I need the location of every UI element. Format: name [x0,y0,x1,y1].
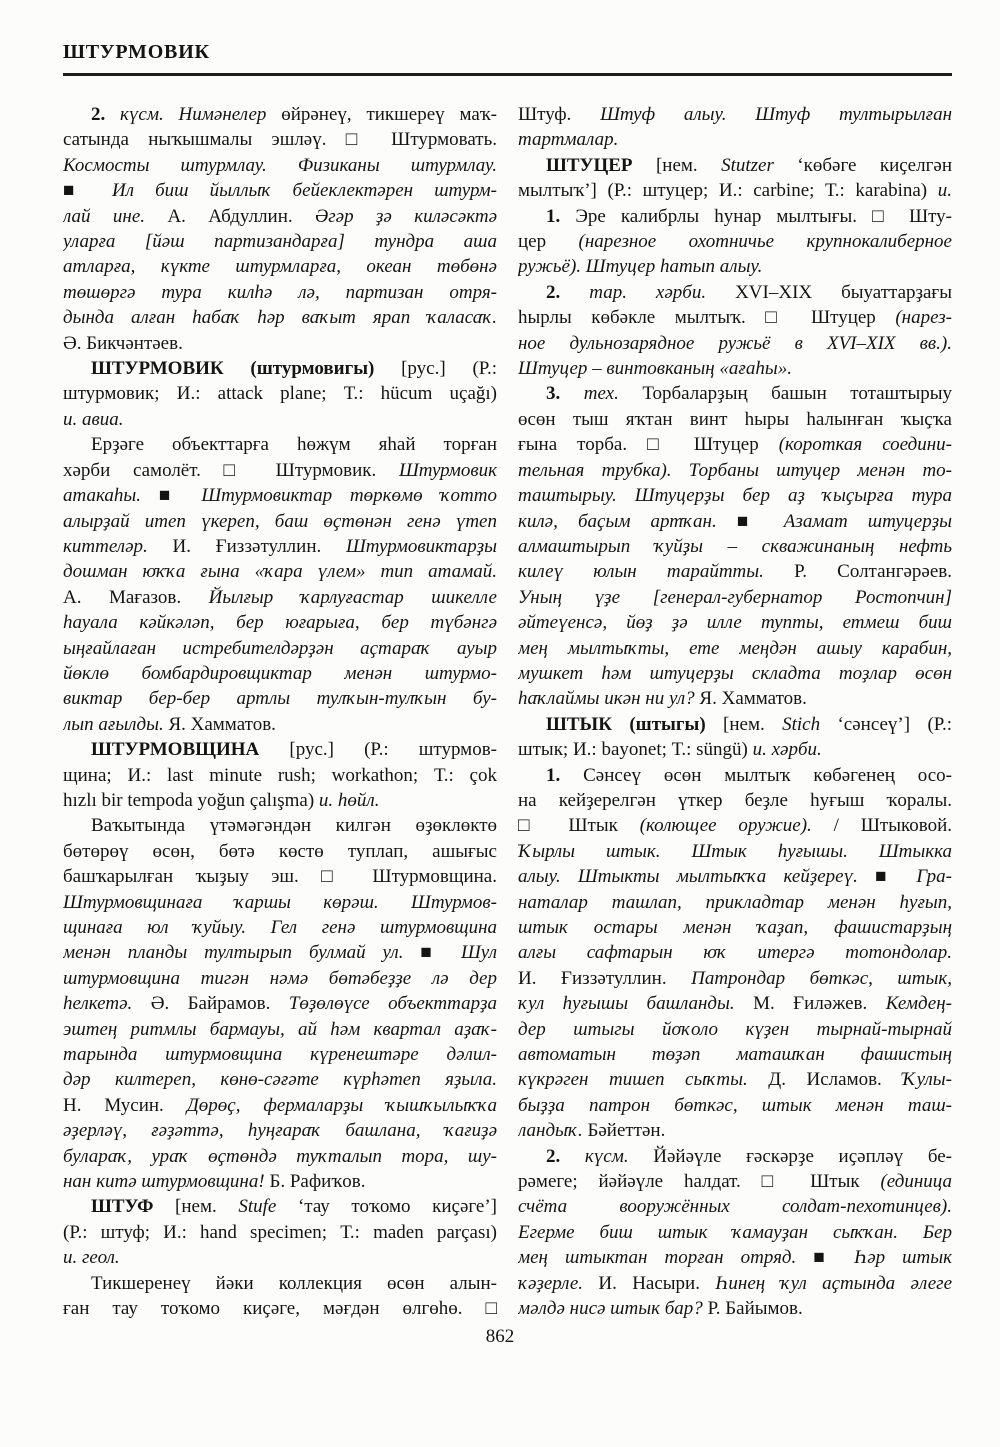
text-segment: мылтыҡ’] (Р.: штуцер; И.: carbine; Т.: karabina) [518,180,938,202]
text-segment: быҙҙа патрон бөткәс, штык менән таш- [518,1094,952,1116]
left-column [63,102,497,1330]
text-line [63,331,497,356]
text-segment: ‘сәнсеү’] (Р.: [837,713,952,735]
text-segment: ружьё). Штуцер һатып алыу. [518,256,763,278]
text-line [63,686,497,711]
text-line [63,509,497,534]
text-line [518,178,952,203]
text-segment: килә, баҫым артҡан. [518,510,737,532]
text-segment: тарында штурмовщина күренештәре дәлил- [63,1044,497,1066]
text-line [518,102,952,127]
text-segment: алғы сафтарын юҡ итергә тотондолар. [518,942,952,964]
text-segment: әйтеүенсә, йөҙ ҙә илле тупты, етмеш биш [518,612,952,634]
text-segment: ■ [736,510,784,532]
dictionary-paragraph [518,381,952,711]
text-segment: дында алған һабаҡ һәр ваҡыт ярап ҡаласаҡ. [63,307,497,329]
text-segment: Р. Солтангәрәев. [794,561,952,583]
text-segment: башҡарылған ҡыҙыу эш. □ Штурмовщина. [63,866,497,888]
text-segment: килеү юлын тарайтты. [518,561,795,583]
text-segment: ған тау тоҡомо киҫәге, мәғдән өлгөһө. □ [63,1298,497,1320]
text-segment: ШТЫК (штыгы) [546,713,724,735]
text-line [518,737,952,762]
text-line [518,305,952,330]
header-rule [63,73,952,76]
text-segment: М. Ғиләжев. [753,993,886,1015]
text-segment: Эре калибрлы һунар мылтығы. □ Шту- [575,205,952,227]
text-line [63,102,497,127]
text-line [518,534,952,559]
text-segment: Азамат штуцерҙы [783,510,952,532]
text-segment: Б. Рафиҡов. [269,1171,366,1193]
text-segment: Патрондар бөткәс, штык, [691,967,952,989]
text-line [63,1118,497,1143]
text-segment: и. авиа. [63,408,124,430]
text-line [63,839,497,864]
text-segment: А. Абдуллин. [167,205,316,227]
text-line [63,915,497,940]
text-segment: Ил биш йыллыҡ бейеклектәрен штурм- [111,180,497,202]
text-segment: Шул [460,942,497,964]
text-segment: Ҡырлы штык. Штык һуғышы. Штыкка [518,840,952,862]
text-segment: 2. [91,104,121,125]
text-line [63,636,497,661]
text-line [63,280,497,305]
text-segment: мәлдә нисә штык бар? [518,1298,708,1320]
text-segment: Тикшеренеү йәки коллекция өсөн алын- [91,1272,497,1294]
text-segment: [нем. [175,1196,239,1218]
text-line [63,940,497,965]
text-segment: Р. Байымов. [707,1298,803,1320]
text-segment: нан китә штурмовщина! [63,1171,270,1193]
text-segment: и. хәрби. [752,739,822,761]
text-segment: (короткая соедини- [778,434,952,456]
text-segment: лып ағылды. [63,713,169,735]
text-columns [63,102,952,1330]
text-line [518,559,952,584]
text-segment: өйрәнеү, тикшереү маҡ- [281,104,497,125]
text-line [63,1220,497,1245]
text-segment: цер [518,231,579,253]
text-segment: и. [937,180,952,202]
text-line [518,1271,952,1296]
text-segment: ШТУРМОВИК (штурмовигы) [91,358,402,380]
text-line [63,204,497,229]
text-line [63,890,497,915]
text-segment: И. Насыри. [598,1272,716,1294]
text-segment: мушкет һәм штуцерҙы складта тоҙлар өсөн [518,662,952,684]
text-segment: виктар бер-бер артлы тулҡын-тулҡын бу- [63,688,497,710]
text-segment: штык остары менән ҡаҙап, фашистарҙың [518,917,952,938]
text-segment: (Р.: штуф; И.: hand specimen; Т.: maden parçası) [63,1221,497,1243]
text-segment: [нем. [655,154,722,176]
text-segment: XVI–XIX быуаттарҙағы [735,281,952,303]
text-line [63,356,497,381]
text-segment: лай ине. [63,205,168,227]
text-line [63,1245,497,1270]
text-segment: Уның үҙе [генерал-губернатор Ростопчин] [518,586,952,608]
text-line [63,1067,497,1092]
text-segment: hızlı bir tempoda yoğun çalışma) [63,789,319,811]
dictionary-paragraph [518,153,952,204]
text-segment: Я. Хамматов. [168,713,276,735]
text-line [63,559,497,584]
text-segment: ■ [420,942,461,964]
text-segment: счёта вооружённых солдат-пехотинцев). [518,1196,952,1218]
text-segment: мең мылтыҡты, ете меңдән ашыу карабин, [518,637,952,659]
text-segment: тартмалар. [518,129,619,151]
text-line [518,1194,952,1219]
text-segment: ғына торба. □ Штуцер [518,434,779,456]
text-segment: Stich [782,713,838,735]
text-line [63,712,497,737]
text-segment: атларға, күкте штурмларға, океан төбөнә [63,256,497,278]
dictionary-paragraph [63,1271,497,1322]
text-segment: щинаға юл ҡуйыу. Гел генә штурмовщина [63,917,497,938]
text-segment: Йәйәүле ғәскәрҙе иҫәпләү бе- [653,1145,952,1167]
text-segment: Штуцер – винтовканың «ағаһы». [518,358,792,380]
text-segment: ШТУРМОВЩИНА [91,739,290,761]
text-line [518,1118,952,1143]
text-segment: 2. [546,1145,585,1167]
text-segment: Stufe [238,1196,298,1218]
text-segment: тех. [583,383,643,405]
text-segment: ‘көбәге киҫелгән [797,154,952,176]
text-line [63,432,497,457]
text-segment: Штурмовщинаға ҡаршы көрәш. Штурмов- [63,891,497,913]
text-segment: алырҙай итеп үкереп, баш өҫтөнән генә үтеп [63,510,497,532]
text-line [63,788,497,813]
text-line [518,940,952,965]
text-line [518,839,952,864]
text-line [518,356,952,381]
text-segment: ■ [813,1247,855,1269]
dictionary-paragraph [63,813,497,1194]
text-segment: дәр килтереп, көнө-сәғәте күрһәтеп яҙыла. [63,1069,497,1091]
text-line [518,432,952,457]
dictionary-paragraph [518,1144,952,1322]
text-line [63,1144,497,1169]
text-segment: дер штыгы йоҡоло күҙен тырнай-тырнай [518,1018,952,1040]
text-segment: таштырыу. Штуцерҙы бер аҙ ҡыҫырға тура [518,485,952,507]
text-segment: И. Ғиззәтуллин. [518,967,692,989]
text-segment: ШТУФ [91,1196,176,1218]
text-line [63,178,497,203]
text-segment: 1. [546,205,576,227]
text-line [518,483,952,508]
text-line [63,1194,497,1219]
dictionary-paragraph [518,280,952,382]
text-segment: [рус.] (Р.: штурмов- [289,739,497,761]
text-line [518,1067,952,1092]
text-segment: һелкетә. [63,993,151,1015]
text-segment: өсөн тыш яҡтан винт һыры һалынған ҡыҫҡа [518,408,952,430]
text-segment: Ваҡытында үтәмәгәндән килгән өҙөклөктө [91,815,497,837]
text-segment: □ Штык [518,815,640,837]
text-line [63,813,497,838]
text-line [63,763,497,788]
text-line [63,1296,497,1321]
text-line [518,636,952,661]
text-segment: һырлы көбәкле мылтыҡ. □ Штуцер [518,307,896,329]
text-segment: ■ [875,866,917,888]
text-segment: күсм. Нимәнелер [120,104,282,125]
text-line [518,966,952,991]
text-segment: һаҡлаймы икән ни ул? [518,688,700,710]
text-segment: Йылғыр ҡарлуғастар шикелле [208,586,497,608]
text-segment: сатында ныҡышмалы эшләү. □ Штурмовать. [63,129,497,151]
text-line [518,1245,952,1270]
text-segment: ыңғайлаған истребителдәрҙән аҫтараҡ ауыр [63,637,497,659]
text-line [518,890,952,915]
text-segment: и. геол. [63,1247,120,1269]
text-line [518,686,952,711]
text-segment: [рус.] (Р.: [401,358,497,380]
text-segment: Я. Хамматов. [699,688,807,710]
text-segment: щина; И.: last minute rush; workathon; Т.: çok [63,764,497,786]
text-line [518,1042,952,1067]
text-segment: штурмовщина тигән нәмә бөтәбеҙҙе лә дер [63,967,497,989]
text-segment: Төҙөлөүсе объекттарҙа [288,993,497,1015]
text-line [518,407,952,432]
text-line [63,864,497,889]
text-segment: Ерҙәге объекттарға һөжүм яһай торған [91,434,497,456]
text-line [518,813,952,838]
text-segment: һауала кәйкәләп, бер юғарыға, бер түбәнгә [63,612,497,634]
text-line [518,585,952,610]
text-segment: Ә. Байрамов. [150,993,289,1015]
text-segment: Ҡулы- [902,1069,952,1091]
text-line [518,1017,952,1042]
text-segment: штурмовик; И.: attack plane; Т.: hücum uçağı) [63,383,497,405]
text-line [518,712,952,737]
text-line [63,381,497,406]
text-segment: ШТУЦЕР [546,154,656,176]
text-segment: Д. Исламов. [768,1069,903,1091]
text-line [518,458,952,483]
text-line [63,1271,497,1296]
text-segment: Егерме биш штык ҡамауҙан сыҡҡан. Бер [518,1221,952,1243]
text-line [518,127,952,152]
text-segment: бөтөрөү өсөн, бөтә көстө туплап, ашығыс [63,840,497,862]
text-line [518,1220,952,1245]
text-segment: Һәр штык [854,1247,952,1269]
text-segment: А. Мағазов. [63,586,209,608]
text-segment: күсм. [584,1145,654,1167]
text-line [63,458,497,483]
text-line [518,610,952,635]
text-segment: Штурмовиктар төркөмө ҡотто [201,485,497,507]
text-segment: Бәйеттән. [587,1120,666,1142]
text-segment: хәрби самолёт. □ Штурмовик. [63,459,399,481]
text-line [63,254,497,279]
text-segment: Штуф алыу. Штуф тултырылған [600,104,952,125]
text-line [63,407,497,432]
right-column [518,102,952,1330]
text-segment: на кейҙерелгән үткер беҙле һуғыш ҡоралы. [518,789,952,811]
text-segment: 1. [546,764,584,786]
text-line [518,254,952,279]
text-line [63,229,497,254]
dictionary-paragraph [518,102,952,153]
text-line [63,1042,497,1067]
text-segment: төшөргә тура килһә лә, партизан отря- [63,281,497,303]
page-content [63,41,952,1330]
text-line [63,534,497,559]
text-segment: штык; И.: bayonet; Т.: süngü) [518,739,753,761]
text-line [518,763,952,788]
text-line [518,229,952,254]
text-line [63,966,497,991]
text-line [518,864,952,889]
text-line [63,483,497,508]
text-line [63,1017,497,1042]
text-line [63,991,497,1016]
text-segment: алыу. Штыкты мылтыҡҡа кейҙереү. [518,866,876,888]
text-segment: (колющее оружие). [639,815,834,837]
text-line [518,381,952,406]
dictionary-paragraph [63,1194,497,1270]
text-segment: ное дульнозарядное ружьё в XVI–XIX вв.). [518,332,952,354]
text-line [63,737,497,762]
text-segment: йөклө бомбардировщиктар менән штурмо- [63,662,497,684]
text-line [518,1144,952,1169]
text-line [63,305,497,330]
text-line [518,153,952,178]
text-segment: дошман юҡҡа ғына «ҡара үлем» тип атамай. [63,561,497,583]
text-segment: Әгәр ҙә киләсәктә [315,205,497,227]
text-line [518,204,952,229]
dictionary-paragraph [63,102,497,356]
text-segment: булараҡ, ураҡ өҫтөндә туҡталып тора, шу- [63,1145,497,1167]
text-segment: ҡул һуғышы башланды. [518,993,754,1015]
text-line [63,585,497,610]
text-segment: Һинең ҡул аҫтында әлеге [715,1272,952,1294]
running-head: ШТУРМОВИК [63,41,210,63]
dictionary-paragraph [518,763,952,1144]
text-segment: ■ [63,180,112,202]
text-segment: мең штыктан торған отряд. [518,1247,814,1269]
text-segment: / Штыковой. [833,815,952,837]
text-segment: күкрәген тишеп сыҡты. [518,1069,769,1091]
text-segment: тар. хәрби. [589,281,736,303]
text-segment: ҡәҙерле. [518,1272,599,1294]
text-segment: Космосты штурмлау. Физиканы штурмлау. [63,154,497,176]
dictionary-paragraph [518,712,952,763]
text-line [518,509,952,534]
text-segment: Гра- [916,866,952,888]
dictionary-paragraph [63,737,497,813]
text-segment: Штурмовик [398,459,497,481]
text-segment: эштең ритмлы бармауы, ай һәм квартал аҙаҡ- [63,1018,497,1040]
dictionary-paragraph [63,356,497,432]
text-line [518,331,952,356]
text-segment: тельная трубка). Торбаны штуцер менән то- [518,459,952,481]
text-segment: Н. Мусин. [63,1094,187,1116]
text-segment: Торбаларҙың башын тоташтырыу [642,383,952,405]
text-segment: автоматын төҙәп маташҡан фашистың [518,1044,952,1066]
text-line [518,280,952,305]
text-segment: атакаһы. [63,485,159,507]
text-segment: ■ [158,485,202,507]
text-line [518,991,952,1016]
text-segment: [нем. [723,713,783,735]
text-segment: уларға [йәш партизандарға] тундра аша [63,231,497,253]
text-segment: (нарезное охотничье крупнокалиберное [578,231,952,253]
text-segment: Сәнсеү өсөн мылтыҡ көбәгенең осо- [583,764,952,786]
text-line [63,661,497,686]
text-segment: Штуф. [518,104,601,125]
text-segment: алмаштырып ҡуйҙы – скважинаның нефть [518,535,952,557]
text-segment: (единица [880,1171,952,1193]
text-segment: 2. [546,281,590,303]
text-segment: ландыҡ. [518,1120,588,1142]
text-segment: Кемдең- [885,993,952,1015]
text-segment: Stutzer [721,154,798,176]
text-line [63,127,497,152]
text-line [63,1093,497,1118]
text-line [518,1093,952,1118]
text-segment: Дөрөҫ, фермаларҙы ҡышҡылыҡҡа [186,1094,497,1116]
page-number: 862 [485,1326,515,1347]
text-segment: И. Ғиззәтуллин. [172,535,346,557]
text-segment: ‘тау тоҡомо киҫәге’] [297,1196,497,1218]
text-line [63,1169,497,1194]
text-segment: Штурмовиктарҙы [345,535,497,557]
dictionary-paragraph [63,432,497,737]
text-line [518,1296,952,1321]
text-segment: киттеләр. [63,535,173,557]
text-segment: әҙерләү, ғәҙәттә, һуңғараҡ башлана, ҡағиҙә [63,1120,497,1142]
text-line [63,153,497,178]
text-segment: наталар ташлап, прикладтар менән һуғып, [518,891,952,913]
text-line [518,1169,952,1194]
dictionary-paragraph [518,204,952,280]
text-segment: менән планды тултырып булмай ул. [63,942,421,964]
text-segment: (нарез- [895,307,952,329]
text-segment: и. һөйл. [318,789,380,811]
text-line [518,915,952,940]
text-segment: 3. [546,383,584,405]
text-line [63,610,497,635]
text-line [518,661,952,686]
text-segment: Ә. Бикчәнтәев. [63,332,183,354]
text-segment: рәмеге; йәйәүле һалдат. □ Штык [518,1171,881,1193]
text-line [518,788,952,813]
